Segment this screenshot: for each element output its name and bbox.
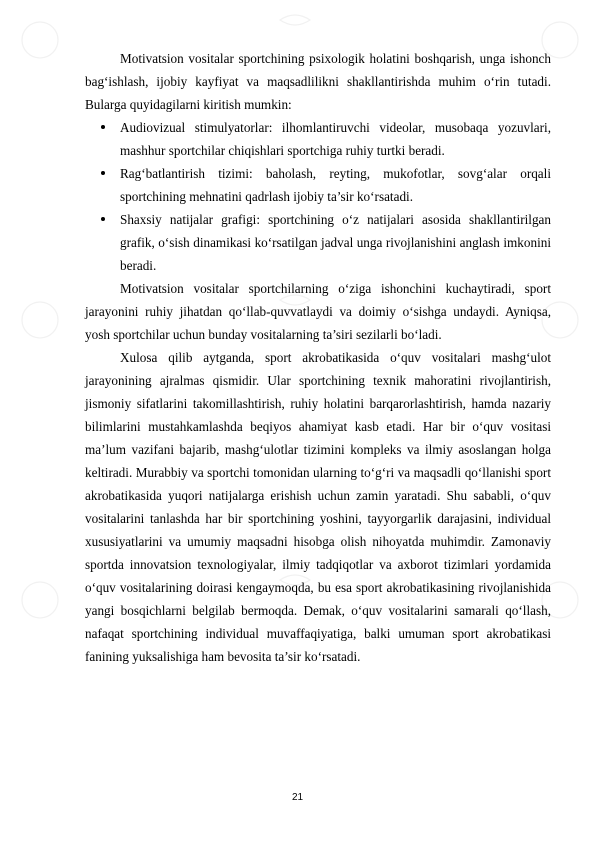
bullet-icon [101,171,105,175]
paragraph-motivation-effect: Motivatsion vositalar sportchilarning o‘ziga ishonchini kuchaytiradi, sport jarayonini ruhiy jihatdan qo‘llab-quvvatlaydi va doimiy o‘sishga undaydi. Ayniqsa, yosh sportchilar uchun bunday vositalarning ta’siri sezilarli bo‘ladi. [85,281,551,342]
list-item-text: Shaxsiy natijalar grafigi: sportchining o‘z natijalari asosida shakllantirilgan grafik, o‘sish dinamikasi ko‘rsatilgan jadval unga rivojlanishini anglash imkonini beradi. [120,212,551,273]
list-item-text: Audiovizual stimulyatorlar: ilhomlantiruvchi videolar, musobaqa yozuvlari, mashhur sportchilar chiqishlari sportchiga ruhiy turtki beradi. [120,120,551,158]
paragraph-motivation-intro: Motivatsion vositalar sportchining psixologik holatini boshqarish, unga ishonch bag‘ishlash, ijobiy kayfiyat va maqsadlilikni shakllantirishda muhim o‘rin tutadi. Bularga quyidagilarni kiritish mumkin: [85,51,551,112]
page-number: 21 [291,792,304,803]
list-item [85,116,551,162]
motivation-tools-list [85,116,551,277]
list-item [85,162,551,208]
bullet-icon [101,125,105,129]
bullet-icon [101,217,105,221]
paragraph-conclusion: Xulosa qilib aytganda, sport akrobatikasida o‘quv vositalari mashg‘ulot jarayonining ajralmas qismidir. Ular sportchining texnik mahoratini rivojlantirish, jismoniy sifatlarini takomillashtirish, ruhiy holatini barqarorlashtirish, hamda nazariy bilimlarini mustahkamlashda beqiyos ahamiyat kasb etadi. Har bir o‘quv vositasi ma’lum vazifani bajarib, mashg‘ulotlar tizimini kompleks va ilmiy asoslangan holga keltiradi. Murabbiy va sportchi tomonidan ularning to‘g‘ri va maqsadli qo‘llanishi sport akrobatikasida yuqori natijalarga erishish uchun zamin yaratadi. Shu sababli, o‘quv vositalarini tanlashda har bir sportchining yoshini, tayyorgarlik darajasini, individual xususiyatlarini va umumiy maqsadni hisobga olish nihoyatda muhimdir. Zamonaviy sportda innovatsion texnologiyalar, ilmiy tadqiqotlar va axborot tizimlari yordamida o‘quv vositalarining doirasi kengaymoqda, bu esa sport akrobatikasining rivojlanishida yangi bosqichlarni belgilab bermoqda. Demak, o‘quv vositalarini samarali qo‘llash, nafaqat sportchining individual muvaffaqiyatiga, balki umuman sport akrobatikasi fanining yuksalishiga ham bevosita ta’sir ko‘rsatadi. [85,350,551,664]
list-item [85,208,551,277]
document-body [85,47,551,668]
list-item-text: Rag‘batlantirish tizimi: baholash, reyting, mukofotlar, sovg‘alar orqali sportchining mehnatini qadrlash ijobiy ta’sir ko‘rsatadi. [120,166,551,204]
